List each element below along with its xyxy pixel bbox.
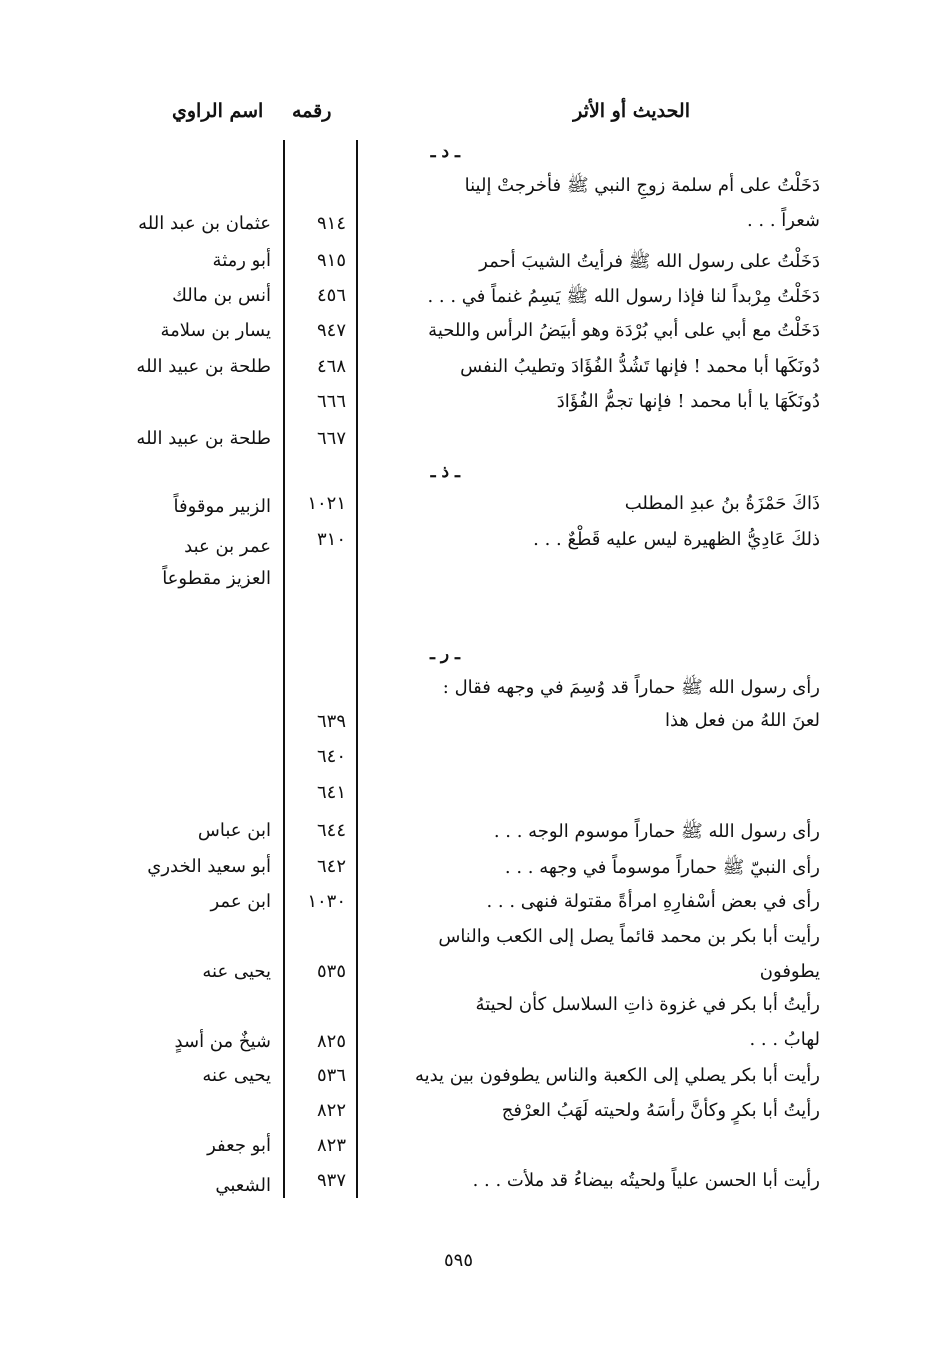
narrator-name: طلحة بن عبيد الله bbox=[136, 428, 271, 449]
narrator-name: يسار بن سلامة bbox=[160, 320, 271, 341]
hadith-line: دَخَلْتُ على أم سلمة زوجِ النبي ﷺ فأخرجتْ إلينا bbox=[464, 175, 820, 196]
hadith-number: ٣١٠ bbox=[316, 529, 346, 550]
hadith-number: ٤٦٨ bbox=[316, 356, 346, 377]
hadith-number: ٦٤٠ bbox=[316, 746, 346, 767]
hadith-line: رأيت أبا بكر بن محمد قائماً يصل إلى الكعب والناس bbox=[438, 926, 820, 947]
hadith-number: ٥٣٥ bbox=[316, 961, 346, 982]
narrator-name: أبو جعفر bbox=[207, 1135, 271, 1156]
narrator-name: أبو سعيد الخدري bbox=[147, 856, 271, 877]
hadith-line: رأى في بعض أسْفارِهِ امرأةً مقتولة فنهى . . . bbox=[486, 891, 820, 912]
hadith-line: رأيت أبا الحسن علياً ولحيتُه بيضاءُ قد ملأت . . . bbox=[472, 1170, 820, 1191]
hadith-number: ٤٥٦ bbox=[316, 285, 346, 306]
hadith-line: دُونَكَهَا يا أبا محمد ! فإنها تجمُّ الفُؤَادَ bbox=[556, 391, 820, 412]
hadith-line: دَخَلْتُ مع أبي على أبي بُرْدَة وهو أبيَضُ الرأس واللحية bbox=[428, 320, 820, 341]
hadith-line: شعراً . . . bbox=[746, 210, 820, 231]
narrator-name: ابن عمر bbox=[210, 891, 271, 912]
hadith-line: رأيتُ أبا بكرٍ وكأنَّ رأسَهُ ولحيته لَهَبُ العرْفج bbox=[501, 1100, 820, 1121]
hadith-line: دُونَكَها أبا محمد ! فإنها تَشُدُّ الفُؤَادَ وتطيبُ النفس bbox=[460, 356, 820, 377]
narrator-name: شيخٌ من أسدٍ bbox=[174, 1031, 271, 1052]
hadith-number: ٩١٥ bbox=[316, 250, 346, 271]
hadith-number: ٦٤٤ bbox=[316, 820, 346, 841]
divider-left bbox=[283, 140, 285, 1198]
narrator-name: العزيز مقطوعاً bbox=[162, 568, 271, 589]
hadith-number: ٩٣٧ bbox=[316, 1170, 346, 1191]
narrator-name: عثمان بن عبد الله bbox=[138, 213, 271, 234]
section-dhal: ـ ذ ـ bbox=[430, 462, 460, 482]
hadith-line: رأى النبيّ ﷺ حماراً موسوماً في وجهه . . . bbox=[504, 857, 820, 878]
hadith-line: ذلكَ عَادِيُّ الظهيرة ليس عليه قَطْعٌ . . . bbox=[533, 529, 820, 550]
hadith-number: ٨٢٣ bbox=[316, 1135, 346, 1156]
section-ra: ـ ر ـ bbox=[429, 644, 460, 664]
hadith-number: ١٠٢١ bbox=[307, 493, 346, 514]
hadith-number: ٩١٤ bbox=[316, 213, 346, 234]
hadith-number: ٦٤٢ bbox=[316, 856, 346, 877]
narrator-name: الشعبي bbox=[215, 1175, 271, 1196]
narrator-name: أبو رمثة bbox=[212, 250, 271, 271]
hadith-number: ٦٤١ bbox=[316, 782, 346, 803]
hadith-number: ٦٦٧ bbox=[316, 428, 346, 449]
hadith-line: رأيتُ أبا بكر في غزوة ذاتِ السلاسل كأن لحيتهُ bbox=[475, 994, 820, 1015]
divider-right bbox=[356, 140, 358, 1198]
page-number: ٥٩٥ bbox=[444, 1250, 474, 1271]
hadith-line: دَخَلْتُ مِرْبداً لنا فإذا رسول الله ﷺ يَسِمُ غنماً في . . . bbox=[427, 286, 820, 307]
narrator-name: ابن عباس bbox=[197, 820, 271, 841]
hadith-line: ذَاكَ حَمْزَةُ بنُ عبدِ المطلب bbox=[624, 493, 820, 514]
hadith-number: ٨٢٥ bbox=[316, 1031, 346, 1052]
hadith-number: ٦٦٦ bbox=[316, 391, 346, 412]
header-number: رقمه bbox=[292, 100, 332, 122]
hadith-line: رأى رسول الله ﷺ حماراً قد وُسِمَ في وجهه فقال : bbox=[442, 677, 820, 698]
narrator-name: الزبير موقوفاً bbox=[173, 496, 271, 517]
hadith-number: ٦٣٩ bbox=[316, 711, 346, 732]
hadith-line: يطوفون bbox=[759, 961, 820, 982]
hadith-number: ١٠٣٠ bbox=[307, 891, 346, 912]
section-dal: ـ د ـ bbox=[430, 142, 460, 162]
hadith-line: دَخَلْتُ على رسول الله ﷺ فرأيتُ الشيبَ أحمر bbox=[479, 251, 820, 272]
narrator-name: أنس بن مالك bbox=[172, 285, 271, 306]
hadith-line: رأى رسول الله ﷺ حماراً موسوم الوجه . . . bbox=[493, 821, 820, 842]
hadith-line: رأيت أبا بكر يصلي إلى الكعبة والناس يطوفون بين يديه bbox=[414, 1065, 820, 1086]
narrator-name: يحيى عنه bbox=[202, 1065, 271, 1086]
narrator-name: طلحة بن عبيد الله bbox=[136, 356, 271, 377]
header-narrator: اسم الراوي bbox=[172, 100, 264, 122]
hadith-number: ٩٤٧ bbox=[316, 320, 346, 341]
narrator-name: يحيى عنه bbox=[202, 961, 271, 982]
narrator-name: عمر بن عبد bbox=[184, 536, 271, 557]
hadith-line: لعنَ اللهُ من فعل هذا bbox=[664, 710, 820, 731]
hadith-number: ٥٣٦ bbox=[316, 1065, 346, 1086]
hadith-line: لهابُ . . . bbox=[749, 1029, 820, 1050]
hadith-number: ٨٢٢ bbox=[316, 1100, 346, 1121]
header-hadith: الحديث أو الأثر bbox=[573, 100, 690, 122]
